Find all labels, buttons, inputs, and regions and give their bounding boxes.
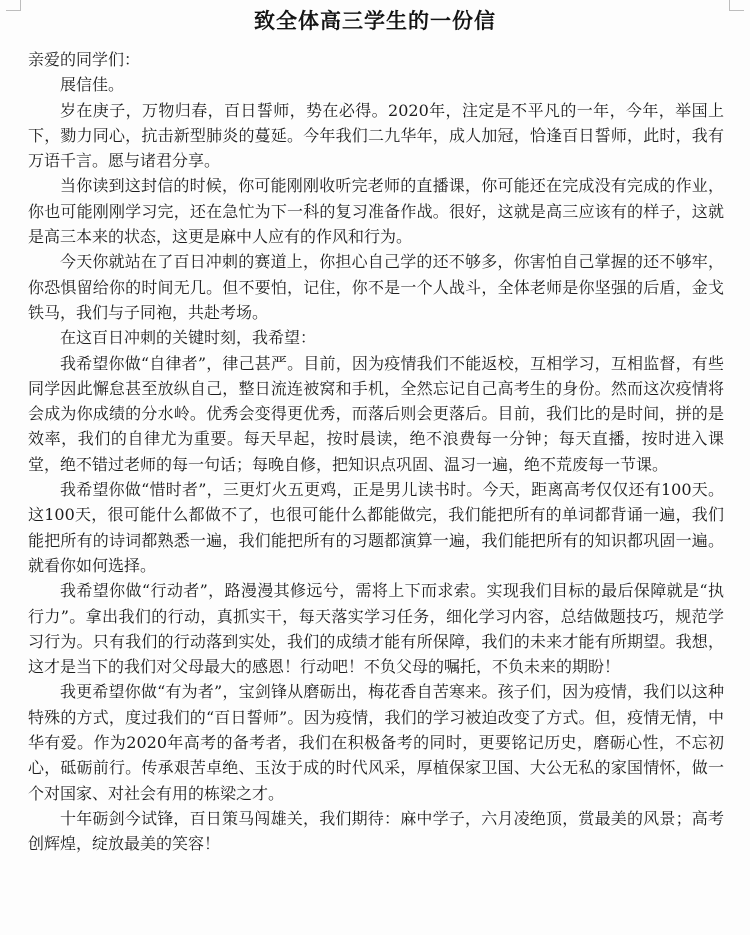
greeting: 展信佳。 xyxy=(60,75,125,95)
letter-body xyxy=(28,47,724,857)
paragraph-opening: 岁在庚子，万物归春，百日誓师，势在必得。2020年，注定是不平凡的一年，今年，举国上下，勠力同心，抗击新型肺炎的蔓延。今年我们二九华年，成人加冠，恰逢百日誓师，此时，我有万语千言。愿与诸君分享。 xyxy=(28,100,724,171)
letter-title: 致全体高三学生的一份信 xyxy=(254,9,496,33)
paragraph-cherish-time: 我希望你做“惜时者”，三更灯火五更鸡，正是男儿读书时。今天，距离高考仅仅还有100天。这100天，很可能什么都做不了，也很可能什么都能做完，我们能把所有的单词都背诵一遍，我们能把所有的诗词都熟悉一遍，我们能把所有的习题都演算一遍，我们能把所有的知识都巩固一遍。就看你如何选择。 xyxy=(28,480,724,575)
paragraph-closing: 十年砺剑今试锋，百日策马闯雄关，我们期待：麻中学子，六月凌绝顶，赏最美的风景；高考创辉煌，绽放最美的笑容！ xyxy=(28,808,724,854)
paragraph-take-action: 我希望你做“行动者”，路漫漫其修远兮，需将上下而求索。实现我们目标的最后保障就是“执行力”。拿出我们的行动，真抓实干，每天落实学习任务，细化学习内容，总结做题技巧，规范学习行为。只有我们的行动落到实处，我们的成绩才能有所保障，我们的未来才能有所期望。我想，这才是当下的我们对父母最大的感恩！行动吧！不负父母的嘱托，不负未来的期盼！ xyxy=(28,581,724,677)
paragraph-accomplish: 我更希望你做“有为者”，宝剑锋从磨砺出，梅花香自苦寒来。孩子们，因为疫情，我们以这种特殊的方式，度过我们的“百日誓师”。因为疫情，我们的学习被迫改变了方式。但，疫情无情，中华有爱。作为2020年高考的备考者，我们在积极备考的同时，更要铭记历史，磨砺心性，不忘初心，砥砺前行。传承艰苦卓绝、玉汝于成的时代风采，厚植保家卫国、大公无私的家国情怀，做一个对国家、对社会有用的栋梁之才。 xyxy=(28,682,724,803)
paragraph-sprint-track: 今天你就站在了百日冲刺的赛道上，你担心自己学的还不够多，你害怕自己掌握的还不够牢，你恐惧留给你的时间无几。但不要怕，记住，你不是一个人战斗，全体老师是你坚强的后盾，金戈铁马，我们与子同袍，共赴考场。 xyxy=(28,252,724,322)
salutation: 亲爱的同学们： xyxy=(28,50,141,69)
paragraph-reading-letter: 当你读到这封信的时候，你可能刚刚收听完老师的直播课，你可能还在完成没有完成的作业，你也可能刚刚学习完，还在急忙为下一科的复习准备作战。很好，这就是高三应该有的样子，这就是高三本来的状态，这更是麻中人应有的作风和行为。 xyxy=(28,176,724,247)
paragraph-self-discipline: 我希望你做“自律者”，律己甚严。目前，因为疫情我们不能返校，互相学习，互相监督，有些同学因此懈怠甚至放纵自己，整日流连被窝和手机，全然忘记自己高考生的身份。然而这次疫情将会成为你成绩的分水岭。优秀会变得更优秀，而落后则会更落后。目前，我们比的是时间，拼的是效率，我们的自律尤为重要。每天早起，按时晨读，绝不浪费每一分钟；每天直播，按时进入课堂，绝不错过老师的每一句话；每晚自修，把知识点巩固、温习一遍，绝不荒废每一节课。 xyxy=(28,353,724,474)
paragraph-hopes-intro: 在这百日冲刺的关键时刻，我希望： xyxy=(60,328,317,348)
